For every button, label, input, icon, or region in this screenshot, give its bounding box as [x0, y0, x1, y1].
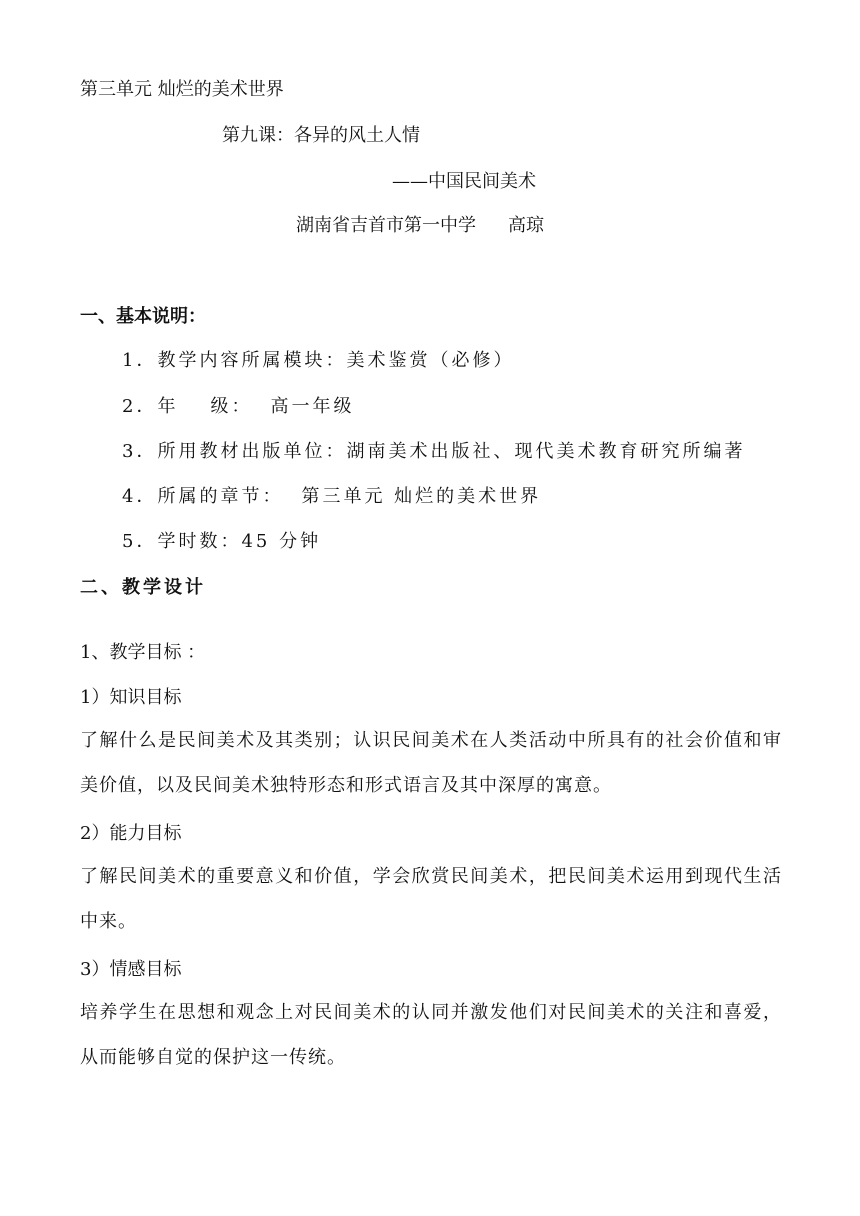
ability-goal-text: 了解民间美术的重要意义和价值，学会欣赏民间美术，把民间美术运用到现代生活中来。 [80, 866, 782, 932]
lesson-subtitle: ——中国民间美术 [392, 171, 536, 192]
info-value: 第三单元 灿烂的美术世界 [301, 486, 542, 507]
info-value: 美术鉴赏（必修） [346, 350, 515, 371]
info-label: 级： [210, 396, 253, 417]
unit-title: 第三单元 灿烂的美术世界 [80, 79, 284, 100]
info-label: 2．年 [122, 396, 179, 417]
info-value: 高一年级 [270, 396, 355, 417]
school-name: 湖南省吉首市第一中学 [296, 215, 476, 236]
info-item-grade [122, 395, 354, 419]
author-line [296, 214, 544, 238]
info-label: 1．教学内容所属模块： [122, 350, 347, 371]
lesson-title: 第九课：各异的风土人情 [222, 125, 420, 146]
info-value: 湖南美术出版社、现代美术教育研究所编著 [346, 441, 746, 462]
section2-heading: 二、教学设计 [80, 577, 206, 598]
section1-heading: 一、基本说明： [80, 306, 206, 327]
info-label: 5．学时数： [122, 531, 242, 552]
info-item-module [122, 349, 514, 373]
knowledge-goal-text: 了解什么是民间美术及其类别；认识民间美术在人类活动中所具有的社会价值和审美价值，以及民间美术独特形态和形式语言及其中深厚的寓意。 [80, 730, 782, 796]
author-name: 高琼 [508, 215, 544, 236]
ability-goal-title: 2）能力目标 [80, 823, 182, 844]
emotion-goal-title: 3）情感目标 [80, 959, 182, 980]
emotion-goal-text: 培养学生在思想和观念上对民间美术的认同并激发他们对民间美术的关注和喜爱，从而能够自觉的保护这一传统。 [80, 1002, 782, 1068]
info-value: 45 分钟 [241, 531, 322, 552]
info-item-chapter [122, 485, 541, 509]
info-item-duration [122, 530, 321, 554]
info-item-publisher [122, 440, 745, 464]
goals-title: 1、教学目标 ： [80, 642, 206, 663]
info-label: 4．所属的章节： [122, 486, 284, 507]
knowledge-goal-title: 1）知识目标 [80, 687, 182, 708]
info-label: 3．所用教材出版单位： [122, 441, 347, 462]
